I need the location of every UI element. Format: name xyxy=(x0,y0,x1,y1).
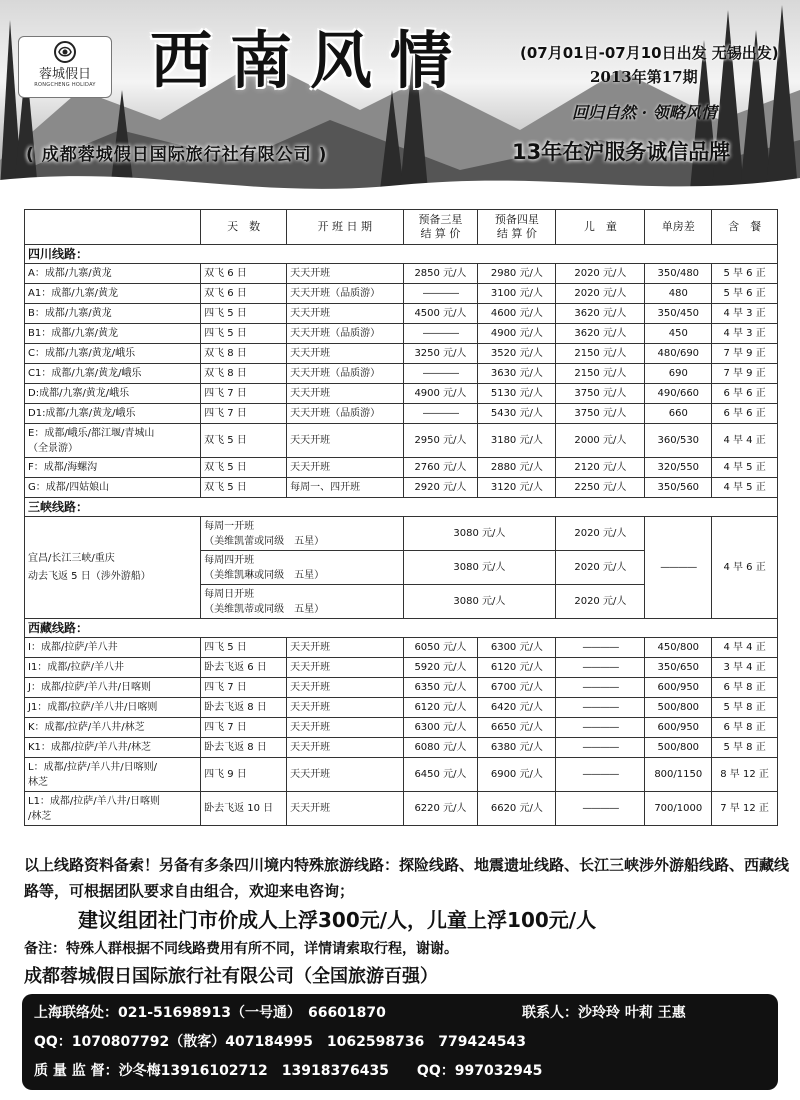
cell-route: K1：成都/拉萨/羊八井/林芝 xyxy=(25,738,201,758)
cell-child-price: 3750 元/人 xyxy=(556,384,645,404)
cell-route: I：成都/拉萨/羊八井 xyxy=(25,638,201,658)
cell-days: 双飞 6 日 xyxy=(201,284,287,304)
cell-meals: 5 早 6 正 xyxy=(712,284,778,304)
cell-three-star-price: 6450 元/人 xyxy=(403,758,478,792)
cell-four-star-price: 2980 元/人 xyxy=(478,264,556,284)
sanxia-schedule xyxy=(201,551,403,585)
cell-route: A：成都/九寨/黄龙 xyxy=(25,264,201,284)
cell-child-price: 2020 元/人 xyxy=(556,284,645,304)
departure-dates: (07月01日-07月10日出发 无锡出发) xyxy=(520,44,779,62)
contact-qq: QQ：1070807792（散客）407184995 1062598736 779424543 xyxy=(34,1034,526,1050)
cell-route: B：成都/九寨/黄龙 xyxy=(25,304,201,324)
table-row xyxy=(25,364,778,384)
cell-schedule: 天天开班（品质游） xyxy=(287,324,403,344)
table-row xyxy=(25,458,778,478)
cell-meals: 4 早 4 正 xyxy=(712,424,778,458)
table-row xyxy=(25,404,778,424)
header-single: 单房差 xyxy=(645,210,712,245)
cell-days: 四飞 5 日 xyxy=(201,304,287,324)
cell-four-star-price: 6120 元/人 xyxy=(478,658,556,678)
cell-four-star-price: 2880 元/人 xyxy=(478,458,556,478)
table-row xyxy=(25,324,778,344)
cell-three-star-price: 4900 元/人 xyxy=(403,384,478,404)
cell-days: 卧去飞返 6 日 xyxy=(201,658,287,678)
table-row xyxy=(25,344,778,364)
cell-schedule: 天天开班（品质游） xyxy=(287,404,403,424)
cell-route: E：成都/峨乐/都江堰/青城山 （全景游） xyxy=(25,424,201,458)
cell-three-star-price: ———— xyxy=(403,324,478,344)
cell-three-star-price: ———— xyxy=(403,404,478,424)
schedule-ship: （美维凯蕾或同级 五星） xyxy=(204,535,325,547)
cell-four-star-price: 6300 元/人 xyxy=(478,638,556,658)
cell-child-price: ———— xyxy=(556,718,645,738)
note-remark: 备注：特殊人群根据不同线路费用有所不同，详情请索取行程，谢谢。 xyxy=(24,941,458,957)
cell-meals: 8 早 12 正 xyxy=(712,758,778,792)
cell-days: 四飞 5 日 xyxy=(201,638,287,658)
cell-four-star-price: 3120 元/人 xyxy=(478,478,556,498)
table-row xyxy=(25,264,778,284)
cell-single-supplement: 800/1150 xyxy=(645,758,712,792)
table-row xyxy=(25,738,778,758)
sanxia-meals: 4 早 6 正 xyxy=(712,517,778,619)
cell-single-supplement: 500/800 xyxy=(645,698,712,718)
cell-route: D:成都/九寨/黄龙/峨乐 xyxy=(25,384,201,404)
cell-child-price: ———— xyxy=(556,698,645,718)
table-row xyxy=(25,478,778,498)
cell-meals: 6 早 8 正 xyxy=(712,718,778,738)
cell-schedule: 天天开班 xyxy=(287,424,403,458)
table-row xyxy=(25,678,778,698)
cell-days: 双飞 6 日 xyxy=(201,264,287,284)
cell-four-star-price: 5430 元/人 xyxy=(478,404,556,424)
section-sanxia xyxy=(25,498,778,517)
cell-single-supplement: 360/530 xyxy=(645,424,712,458)
cell-single-supplement: 480 xyxy=(645,284,712,304)
header-four-star: 预备四星 结 算 价 xyxy=(478,210,556,245)
schedule-day: 每周日开班 xyxy=(204,588,255,600)
table-row xyxy=(25,792,778,826)
cell-route: C1：成都/九寨/黄龙/峨乐 xyxy=(25,364,201,384)
cell-three-star-price: 6350 元/人 xyxy=(403,678,478,698)
section-label: 三峡线路： xyxy=(25,498,778,517)
cell-single-supplement: 350/450 xyxy=(645,304,712,324)
cell-schedule: 天天开班 xyxy=(287,792,403,826)
cell-schedule: 天天开班 xyxy=(287,264,403,284)
contact-people: 联系人：沙玲玲 叶莉 王惠 xyxy=(522,1005,686,1021)
contact-supervision: 质 量 监 督：沙冬梅13916102712 13918376435 QQ：997032945 xyxy=(34,1063,543,1079)
cell-single-supplement: 450/800 xyxy=(645,638,712,658)
note-price-suggestion: 建议组团社门市价成人上浮300元/人，儿童上浮100元/人 xyxy=(78,908,597,932)
cell-meals: 3 早 4 正 xyxy=(712,658,778,678)
cell-schedule: 天天开班（品质游） xyxy=(287,364,403,384)
cell-days: 卧去飞返 10 日 xyxy=(201,792,287,826)
cell-child-price: 2120 元/人 xyxy=(556,458,645,478)
cell-days: 双飞 8 日 xyxy=(201,344,287,364)
cell-single-supplement: 320/550 xyxy=(645,458,712,478)
cell-three-star-price: ———— xyxy=(403,364,478,384)
cell-four-star-price: 6620 元/人 xyxy=(478,792,556,826)
cell-meals: 4 早 3 正 xyxy=(712,304,778,324)
cell-child-price: 2020 元/人 xyxy=(556,264,645,284)
table-row xyxy=(25,658,778,678)
cell-days: 双飞 5 日 xyxy=(201,478,287,498)
logo-subtitle: RONGCHENG HOLIDAY xyxy=(34,82,96,88)
rose-icon xyxy=(52,40,78,64)
cell-child-price: ———— xyxy=(556,738,645,758)
sanxia-route: 宜昌/长江三峡/重庆 动去飞返 5 日（涉外游船） xyxy=(25,517,201,619)
contact-shanghai: 上海联络处：021-51698913（一号通） 66601870 xyxy=(34,1005,386,1021)
contact-panel xyxy=(22,994,778,1090)
table-row xyxy=(25,698,778,718)
cell-meals: 4 早 5 正 xyxy=(712,478,778,498)
cell-single-supplement: 350/650 xyxy=(645,658,712,678)
table-row xyxy=(25,718,778,738)
cell-route: B1：成都/九寨/黄龙 xyxy=(25,324,201,344)
cell-route: J1：成都/拉萨/羊八井/日喀则 xyxy=(25,698,201,718)
cell-child-price: 2150 元/人 xyxy=(556,364,645,384)
cell-route: C：成都/九寨/黄龙/峨乐 xyxy=(25,344,201,364)
cell-schedule: 天天开班 xyxy=(287,718,403,738)
cell-child-price: 2150 元/人 xyxy=(556,344,645,364)
issue-number: 2013年第17期 xyxy=(590,68,698,86)
cell-child-price: ———— xyxy=(556,792,645,826)
cell-four-star-price: 6650 元/人 xyxy=(478,718,556,738)
cell-three-star-price: 2760 元/人 xyxy=(403,458,478,478)
sanxia-child: 2020 元/人 xyxy=(556,517,645,551)
cell-child-price: ———— xyxy=(556,658,645,678)
cell-days: 四飞 7 日 xyxy=(201,404,287,424)
cell-days: 双飞 5 日 xyxy=(201,458,287,478)
header-child: 儿 童 xyxy=(556,210,645,245)
cell-schedule: 每周一、四开班 xyxy=(287,478,403,498)
section-label: 四川线路： xyxy=(25,245,778,264)
cell-route: I1：成都/拉萨/羊八井 xyxy=(25,658,201,678)
cell-child-price: 2000 元/人 xyxy=(556,424,645,458)
table-row xyxy=(25,284,778,304)
cell-schedule: 天天开班 xyxy=(287,304,403,324)
cell-four-star-price: 3520 元/人 xyxy=(478,344,556,364)
cell-three-star-price: 2920 元/人 xyxy=(403,478,478,498)
cell-single-supplement: 500/800 xyxy=(645,738,712,758)
cell-days: 卧去飞返 8 日 xyxy=(201,738,287,758)
cell-child-price: 3620 元/人 xyxy=(556,304,645,324)
cell-three-star-price: 6220 元/人 xyxy=(403,792,478,826)
cell-single-supplement: 480/690 xyxy=(645,344,712,364)
cell-meals: 6 早 6 正 xyxy=(712,404,778,424)
sanxia-price: 3080 元/人 xyxy=(403,585,556,619)
cell-child-price: ———— xyxy=(556,638,645,658)
cell-schedule: 天天开班 xyxy=(287,458,403,478)
cell-single-supplement: 350/560 xyxy=(645,478,712,498)
cell-meals: 4 早 4 正 xyxy=(712,638,778,658)
cell-three-star-price: 6300 元/人 xyxy=(403,718,478,738)
cell-three-star-price: 2950 元/人 xyxy=(403,424,478,458)
cell-days: 四飞 7 日 xyxy=(201,384,287,404)
cell-schedule: 天天开班 xyxy=(287,658,403,678)
cell-days: 双飞 8 日 xyxy=(201,364,287,384)
sanxia-single: ———— xyxy=(645,517,712,619)
cell-four-star-price: 3100 元/人 xyxy=(478,284,556,304)
cell-three-star-price: 6080 元/人 xyxy=(403,738,478,758)
logo-name: 蓉城假日 xyxy=(38,67,91,82)
cell-route: K：成都/拉萨/羊八井/林芝 xyxy=(25,718,201,738)
header-banner xyxy=(0,0,800,205)
cell-child-price: 2250 元/人 xyxy=(556,478,645,498)
cell-meals: 5 早 8 正 xyxy=(712,698,778,718)
cell-child-price: ———— xyxy=(556,678,645,698)
company-logo xyxy=(18,36,112,98)
cell-four-star-price: 6420 元/人 xyxy=(478,698,556,718)
schedule-day: 每周四开班 xyxy=(204,554,255,566)
cell-four-star-price: 6700 元/人 xyxy=(478,678,556,698)
table-row xyxy=(25,638,778,658)
sanxia-child: 2020 元/人 xyxy=(556,585,645,619)
note-company: 成都蓉城假日国际旅行社有限公司（全国旅游百强） xyxy=(24,966,438,987)
cell-meals: 7 早 12 正 xyxy=(712,792,778,826)
cell-four-star-price: 5130 元/人 xyxy=(478,384,556,404)
table-row xyxy=(25,758,778,792)
sanxia-price: 3080 元/人 xyxy=(403,517,556,551)
cell-three-star-price: 5920 元/人 xyxy=(403,658,478,678)
brand-tagline: 13年在沪服务诚信品牌 xyxy=(512,140,731,164)
cell-meals: 4 早 3 正 xyxy=(712,324,778,344)
cell-child-price: 3620 元/人 xyxy=(556,324,645,344)
header-meals: 含 餐 xyxy=(712,210,778,245)
section-tibet xyxy=(25,619,778,638)
page-title: 西南风情 xyxy=(150,24,471,97)
cell-meals: 5 早 6 正 xyxy=(712,264,778,284)
cell-single-supplement: 350/480 xyxy=(645,264,712,284)
section-sichuan xyxy=(25,245,778,264)
cell-days: 四飞 7 日 xyxy=(201,678,287,698)
schedule-ship: （美维凯琳或同级 五星） xyxy=(204,569,325,581)
cell-days: 四飞 7 日 xyxy=(201,718,287,738)
cell-route: L1：成都/拉萨/羊八井/日喀则 /林芝 xyxy=(25,792,201,826)
header-route xyxy=(25,210,201,245)
price-table xyxy=(24,209,778,826)
sanxia-price: 3080 元/人 xyxy=(403,551,556,585)
cell-single-supplement: 700/1000 xyxy=(645,792,712,826)
cell-schedule: 天天开班 xyxy=(287,678,403,698)
cell-three-star-price: 4500 元/人 xyxy=(403,304,478,324)
cell-schedule: 天天开班 xyxy=(287,758,403,792)
cell-four-star-price: 6900 元/人 xyxy=(478,758,556,792)
cell-four-star-price: 4600 元/人 xyxy=(478,304,556,324)
cell-schedule: 天天开班（品质游） xyxy=(287,284,403,304)
cell-meals: 6 早 6 正 xyxy=(712,384,778,404)
cell-schedule: 天天开班 xyxy=(287,638,403,658)
cell-meals: 5 早 8 正 xyxy=(712,738,778,758)
cell-route: J：成都/拉萨/羊八井/日喀则 xyxy=(25,678,201,698)
table-row xyxy=(25,304,778,324)
schedule-ship: （美维凯蒂或同级 五星） xyxy=(204,603,325,615)
slogan: 回归自然 · 领略风情 xyxy=(572,103,717,122)
cell-schedule: 天天开班 xyxy=(287,738,403,758)
cell-days: 四飞 9 日 xyxy=(201,758,287,792)
cell-meals: 7 早 9 正 xyxy=(712,364,778,384)
cell-three-star-price: 3250 元/人 xyxy=(403,344,478,364)
cell-single-supplement: 600/950 xyxy=(645,678,712,698)
cell-child-price: ———— xyxy=(556,758,645,792)
cell-days: 卧去飞返 8 日 xyxy=(201,698,287,718)
cell-four-star-price: 3180 元/人 xyxy=(478,424,556,458)
cell-schedule: 天天开班 xyxy=(287,698,403,718)
sanxia-schedule xyxy=(201,585,403,619)
cell-three-star-price: 6050 元/人 xyxy=(403,638,478,658)
cell-meals: 6 早 8 正 xyxy=(712,678,778,698)
header-three-star: 预备三星 结 算 价 xyxy=(403,210,478,245)
cell-single-supplement: 600/950 xyxy=(645,718,712,738)
cell-schedule: 天天开班 xyxy=(287,384,403,404)
cell-single-supplement: 450 xyxy=(645,324,712,344)
sanxia-schedule xyxy=(201,517,403,551)
cell-route: L：成都/拉萨/羊八井/日喀则/ 林芝 xyxy=(25,758,201,792)
sanxia-child: 2020 元/人 xyxy=(556,551,645,585)
company-name: ( 成都蓉城假日国际旅行社有限公司 ) xyxy=(26,145,328,165)
cell-route: A1：成都/九寨/黄龙 xyxy=(25,284,201,304)
cell-single-supplement: 490/660 xyxy=(645,384,712,404)
cell-meals: 7 早 9 正 xyxy=(712,344,778,364)
table-row xyxy=(25,384,778,404)
cell-single-supplement: 690 xyxy=(645,364,712,384)
cell-days: 四飞 5 日 xyxy=(201,324,287,344)
cell-meals: 4 早 5 正 xyxy=(712,458,778,478)
cell-four-star-price: 4900 元/人 xyxy=(478,324,556,344)
section-label: 西藏线路： xyxy=(25,619,778,638)
cell-route: F：成都/海螺沟 xyxy=(25,458,201,478)
header-schedule: 开 班 日 期 xyxy=(287,210,403,245)
cell-three-star-price: 6120 元/人 xyxy=(403,698,478,718)
cell-route: G：成都/四姑娘山 xyxy=(25,478,201,498)
cell-three-star-price: 2850 元/人 xyxy=(403,264,478,284)
cell-route: D1:成都/九寨/黄龙/峨乐 xyxy=(25,404,201,424)
cell-single-supplement: 660 xyxy=(645,404,712,424)
cell-three-star-price: ———— xyxy=(403,284,478,304)
table-row xyxy=(25,424,778,458)
table-row xyxy=(25,517,778,551)
table-header-row xyxy=(25,210,778,245)
header-days: 天 数 xyxy=(201,210,287,245)
cell-days: 双飞 5 日 xyxy=(201,424,287,458)
schedule-day: 每周一开班 xyxy=(204,520,255,532)
cell-four-star-price: 6380 元/人 xyxy=(478,738,556,758)
cell-four-star-price: 3630 元/人 xyxy=(478,364,556,384)
cell-child-price: 3750 元/人 xyxy=(556,404,645,424)
cell-schedule: 天天开班 xyxy=(287,344,403,364)
note-routes: 以上线路资料备索！另备有多条四川境内特殊旅游线路：探险线路、地震遗址线路、长江三峡涉外游船线路、西藏线路等，可根据团队要求自由组合，欢迎来电咨询； xyxy=(24,856,790,900)
